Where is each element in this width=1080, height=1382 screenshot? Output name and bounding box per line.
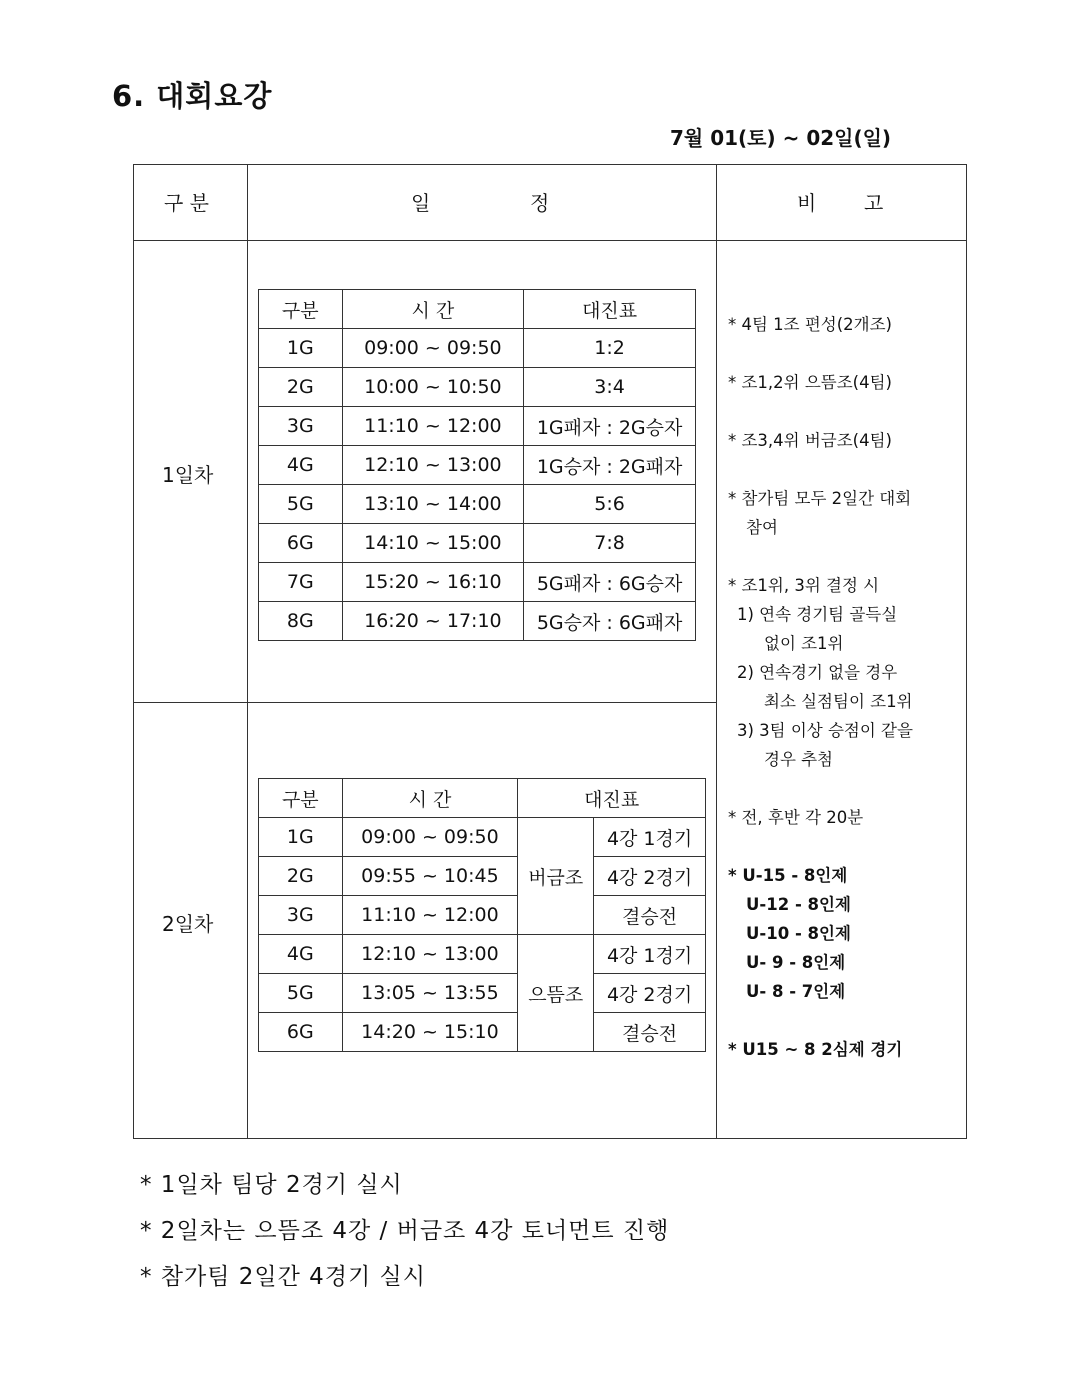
match-cell: 5:6	[524, 485, 696, 524]
match-cell: 4강 2경기	[594, 857, 706, 896]
remark-item: 최소 실점팀이 조1위	[764, 692, 913, 711]
time-cell: 14:10 ~ 15:00	[342, 524, 524, 563]
table-row	[259, 407, 696, 446]
column-header: 대진표	[518, 779, 706, 818]
remark-item: U-12 - 8인제	[746, 895, 851, 914]
match-cell: 5G승자 : 6G패자	[524, 602, 696, 641]
remark-item: * 참가팀 모두 2일간 대회	[728, 489, 912, 508]
footer-notes	[140, 1162, 669, 1300]
table-row	[259, 896, 706, 935]
game-cell: 8G	[259, 602, 343, 641]
time-cell: 09:00 ~ 09:50	[342, 818, 518, 857]
time-cell: 12:10 ~ 13:00	[342, 935, 518, 974]
game-cell: 3G	[259, 896, 343, 935]
match-cell: 4강 2경기	[594, 974, 706, 1013]
section-title: 6. 대회요강	[112, 79, 273, 113]
remark-item: * U15 ~ 8 2심제 경기	[728, 1040, 903, 1059]
column-header: 대진표	[524, 290, 696, 329]
game-cell: 3G	[259, 407, 343, 446]
match-cell: 4강 1경기	[594, 818, 706, 857]
remark-item: 2) 연속경기 없을 경우	[737, 663, 898, 682]
match-cell: 3:4	[524, 368, 696, 407]
group-cell: 으뜸조	[518, 935, 594, 1052]
match-cell: 결승전	[594, 896, 706, 935]
table-header-row	[259, 779, 706, 818]
remark-item: * 조1위, 3위 결정 시	[728, 576, 880, 595]
match-cell: 1:2	[524, 329, 696, 368]
divider	[247, 165, 248, 1138]
header-schedule-a: 일	[411, 191, 431, 215]
table-row	[259, 563, 696, 602]
time-cell: 10:00 ~ 10:50	[342, 368, 524, 407]
table-row	[259, 446, 696, 485]
event-date: 7월 01(토) ~ 02일(일)	[670, 126, 892, 150]
game-cell: 2G	[259, 368, 343, 407]
time-cell: 13:10 ~ 14:00	[342, 485, 524, 524]
game-cell: 7G	[259, 563, 343, 602]
remark-item: 없이 조1위	[764, 634, 844, 653]
remark-item: U-10 - 8인제	[746, 924, 851, 943]
table-row	[259, 485, 696, 524]
table-header-row	[259, 290, 696, 329]
column-header: 시 간	[342, 290, 524, 329]
remarks-list	[728, 310, 913, 1064]
divider	[716, 165, 717, 1138]
day1-label: 1일차	[162, 463, 214, 487]
time-cell: 13:05 ~ 13:55	[342, 974, 518, 1013]
table-row	[259, 818, 706, 857]
header-remarks-a: 비	[797, 191, 817, 215]
time-cell: 12:10 ~ 13:00	[342, 446, 524, 485]
header-schedule-b: 정	[530, 191, 550, 215]
match-cell: 1G승자 : 2G패자	[524, 446, 696, 485]
game-cell: 1G	[259, 818, 343, 857]
table-row	[259, 935, 706, 974]
remark-item: 1) 연속 경기팀 골득실	[737, 605, 898, 624]
group-cell: 버금조	[518, 818, 594, 935]
time-cell: 09:55 ~ 10:45	[342, 857, 518, 896]
day2-label: 2일차	[162, 912, 214, 936]
time-cell: 11:10 ~ 12:00	[342, 407, 524, 446]
game-cell: 6G	[259, 1013, 343, 1052]
table-row	[259, 857, 706, 896]
day2-table	[258, 778, 706, 1052]
table-row	[259, 368, 696, 407]
time-cell: 09:00 ~ 09:50	[342, 329, 524, 368]
column-header: 시 간	[342, 779, 518, 818]
remark-item: U- 8 - 7인제	[746, 982, 846, 1001]
table-row	[259, 1013, 706, 1052]
time-cell: 11:10 ~ 12:00	[342, 896, 518, 935]
game-cell: 1G	[259, 329, 343, 368]
table-row	[259, 602, 696, 641]
match-cell: 4강 1경기	[594, 935, 706, 974]
footer-note: * 2일차는 으뜸조 4강 / 버금조 4강 토너먼트 진행	[140, 1218, 670, 1244]
day1-table	[258, 289, 696, 641]
remark-item: 경우 추첨	[764, 750, 834, 769]
time-cell: 16:20 ~ 17:10	[342, 602, 524, 641]
match-cell: 1G패자 : 2G승자	[524, 407, 696, 446]
footer-note: * 1일차 팀당 2경기 실시	[140, 1172, 403, 1198]
game-cell: 5G	[259, 485, 343, 524]
column-header: 구분	[259, 779, 343, 818]
table-row	[259, 329, 696, 368]
game-cell: 6G	[259, 524, 343, 563]
divider	[134, 702, 717, 703]
remark-item: * U-15 - 8인제	[728, 866, 848, 885]
divider	[134, 240, 966, 241]
remark-item: * 4팀 1조 편성(2개조)	[728, 315, 892, 334]
match-cell: 결승전	[594, 1013, 706, 1052]
table-row	[259, 524, 696, 563]
time-cell: 15:20 ~ 16:10	[342, 563, 524, 602]
table-row	[259, 974, 706, 1013]
remark-item: U- 9 - 8인제	[746, 953, 846, 972]
header-remarks-b: 고	[864, 191, 884, 215]
remark-item: 3) 3팀 이상 승점이 같을	[737, 721, 913, 740]
game-cell: 4G	[259, 446, 343, 485]
remark-item: * 전, 후반 각 20분	[728, 808, 864, 827]
match-cell: 5G패자 : 6G승자	[524, 563, 696, 602]
game-cell: 2G	[259, 857, 343, 896]
remark-item: * 조3,4위 버금조(4팀)	[728, 431, 892, 450]
time-cell: 14:20 ~ 15:10	[342, 1013, 518, 1052]
remark-item: 참여	[746, 518, 778, 537]
game-cell: 5G	[259, 974, 343, 1013]
match-cell: 7:8	[524, 524, 696, 563]
footer-note: * 참가팀 2일간 4경기 실시	[140, 1264, 426, 1290]
game-cell: 4G	[259, 935, 343, 974]
remark-item: * 조1,2위 으뜸조(4팀)	[728, 373, 892, 392]
header-category: 구 분	[164, 191, 209, 215]
column-header: 구분	[259, 290, 343, 329]
